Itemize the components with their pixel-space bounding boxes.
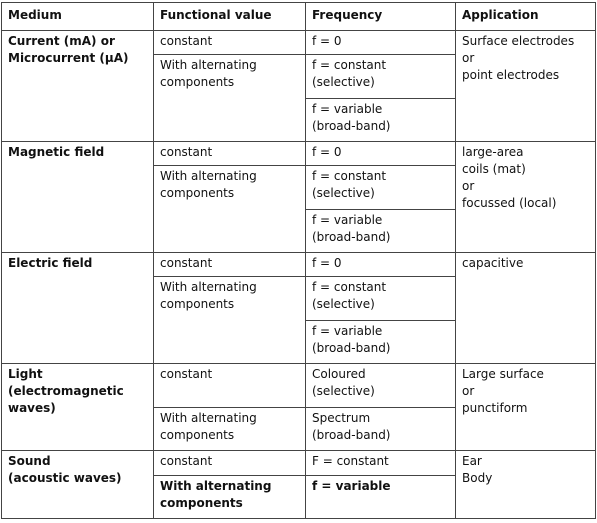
medium-magnetic-field: Magnetic field	[2, 142, 154, 253]
frequency-cell: f = 0	[306, 142, 456, 166]
frequency-cell: f = 0	[306, 253, 456, 277]
functional-value-cell: constant	[154, 364, 306, 407]
table-row	[2, 31, 596, 55]
application-cell: capacitive	[456, 253, 596, 364]
frequency-cell: f = variable (broad-band)	[306, 209, 456, 252]
frequency-cell: f = constant (selective)	[306, 277, 456, 320]
medium-sound: Sound (acoustic waves)	[2, 451, 154, 519]
medium-current: Current (mA) or Microcurrent (µA)	[2, 31, 154, 142]
table-row	[2, 142, 596, 166]
frequency-cell: f = variable (broad-band)	[306, 320, 456, 363]
medium-light: Light (electromagnetic waves)	[2, 364, 154, 451]
application-cell: Ear Body	[456, 451, 596, 519]
header-functional-value: Functional value	[154, 3, 306, 31]
frequency-cell: F = constant	[306, 451, 456, 476]
functional-value-cell: With alternating components	[154, 407, 306, 450]
functional-value-cell: With alternating components	[154, 55, 306, 142]
functional-value-cell: With alternating components	[154, 166, 306, 253]
header-frequency: Frequency	[306, 3, 456, 31]
header-row	[2, 3, 596, 31]
header-medium: Medium	[2, 3, 154, 31]
functional-value-cell: constant	[154, 253, 306, 277]
table-row	[2, 253, 596, 277]
frequency-cell: f = variable (broad-band)	[306, 98, 456, 141]
frequency-cell: f = 0	[306, 31, 456, 55]
functional-value-cell: With alternating components	[154, 277, 306, 364]
application-cell: Large surface or punctiform	[456, 364, 596, 451]
header-application: Application	[456, 3, 596, 31]
functional-value-cell: constant	[154, 142, 306, 166]
frequency-cell: f = constant (selective)	[306, 166, 456, 209]
application-cell: large-area coils (mat) or focussed (local)	[456, 142, 596, 253]
frequency-cell: f = constant (selective)	[306, 55, 456, 98]
media-table	[1, 2, 596, 519]
application-cell: Surface electrodes or point electrodes	[456, 31, 596, 142]
functional-value-cell: With alternating components	[154, 476, 306, 519]
frequency-cell: Spectrum (broad-band)	[306, 407, 456, 450]
medium-electric-field: Electric field	[2, 253, 154, 364]
table-row	[2, 364, 596, 407]
functional-value-cell: constant	[154, 31, 306, 55]
table-row	[2, 451, 596, 476]
functional-value-cell: constant	[154, 451, 306, 476]
frequency-cell: Coloured (selective)	[306, 364, 456, 407]
frequency-cell: f = variable	[306, 476, 456, 519]
